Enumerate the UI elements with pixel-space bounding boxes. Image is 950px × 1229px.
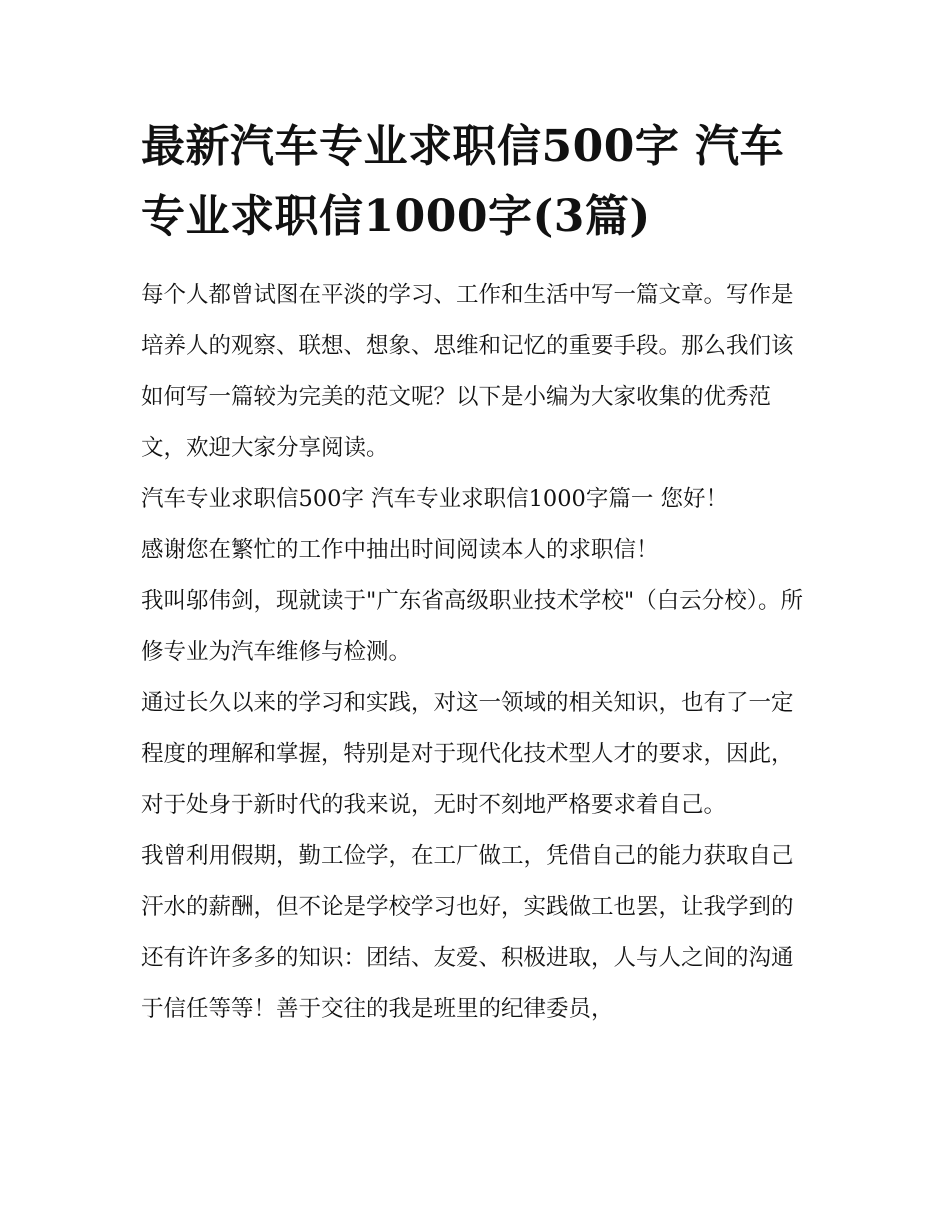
thanks-paragraph: 感谢您在繁忙的工作中抽出时间阅读本人的求职信！	[141, 537, 659, 563]
section-heading-paragraph: 汽车专业求职信500字 汽车专业求职信1000字篇一 您好！	[141, 486, 729, 512]
document-body	[141, 112, 813, 1035]
experience-paragraph: 我曾利用假期，勤工俭学，在工厂做工，凭借自己的能力获取自己汗水的薪酬，但不论是学校学习也好，实践做工也罢，让我学到的还有许许多多的知识：团结、友爱、积极进取，人与人之间的沟通于信任等等！善于交往的我是班里的纪律委员，	[141, 843, 794, 1022]
intro-paragraph: 每个人都曾试图在平淡的学习、工作和生活中写一篇文章。写作是培养人的观察、联想、想象、思维和记忆的重要手段。那么我们该如何写一篇较为完美的范文呢？以下是小编为大家收集的优秀范文，欢迎大家分享阅读。	[141, 282, 794, 461]
study-paragraph: 通过长久以来的学习和实践，对这一领域的相关知识，也有了一定程度的理解和掌握，特别是对于现代化技术型人才的要求，因此，对于处身于新时代的我来说，无时不刻地严格要求着自己。	[141, 690, 794, 818]
self-intro-paragraph: 我叫邬伟剑，现就读于"广东省高级职业技术学校"（白云分校）。所修专业为汽车维修与检测。	[141, 588, 803, 665]
document-title: 最新汽车专业求职信500字 汽车专业求职信1000字(3篇)	[141, 121, 785, 242]
